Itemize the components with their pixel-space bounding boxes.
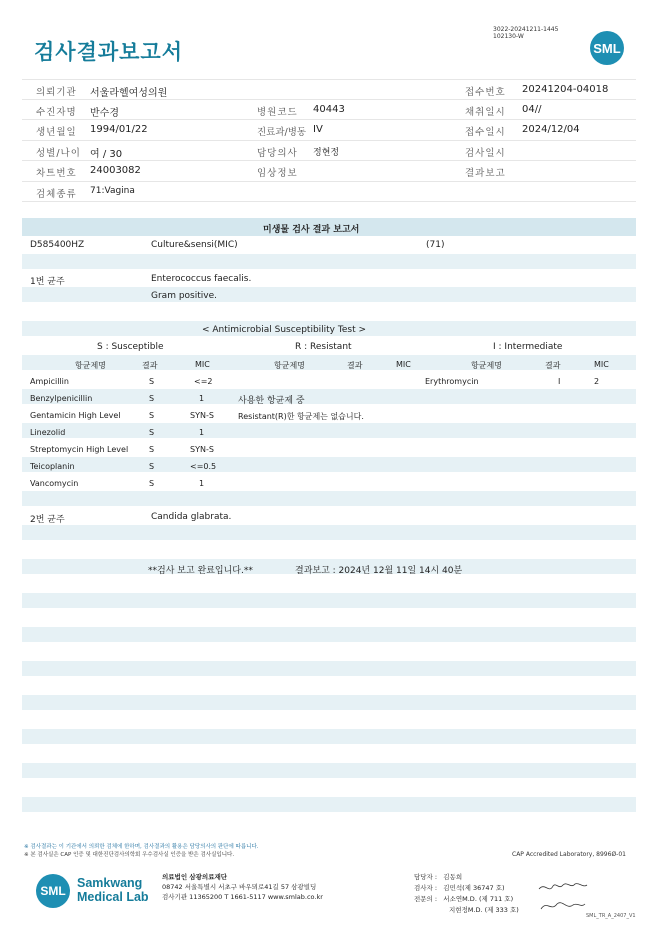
drug-mic: 1 [199,479,205,488]
drug-result: S [149,428,155,437]
birth-label: 생년월일 [36,127,77,138]
test-code: D585400HZ [30,240,85,250]
info-row [22,100,636,121]
report-complete-time: 결과보고 : 2024년 12월 11일 14시 40분 [295,566,463,576]
drug-name: Linezolid [30,428,66,437]
brand-name: Samkwang Medical Lab [77,876,149,904]
test-name: Culture&sensi(MIC) [151,240,238,250]
drug-mic: <=2 [194,377,213,386]
drug-name: Erythromycin [425,377,479,386]
drug-result: I [558,377,561,386]
collect-date-label: 채취일시 [465,106,506,118]
footnote: ※ 검사결과는 이 기관에서 의뢰한 검체에 한하며, 검사결과의 활용은 담당의사의 판단에 따릅니다. ※ 본 검사실은 CAP 인증 및 대한진단검사의학회 우수검사실 인증을 받은 검사실입니다. [24,844,259,858]
col-result: 결과 [347,361,363,370]
hospital-code-label: 병원코드 [257,106,298,118]
col-drug: 항균제명 [75,361,106,370]
staff-info: 담당자 : 김동희 검사자 : 김민석(제 36747 호) 전문의 : 서소연M.D. (제 711 호) 지현정M.D. (제 333 호) [414,873,519,914]
drug-result: S [149,377,155,386]
drug-name: Streptomycin High Level [30,445,129,454]
drug-name: Benzylpenicillin [30,394,93,403]
sex-age-label: 성별/나이 [36,147,81,159]
drug-mic: SYN-S [190,411,214,420]
organism2-label: 2번 균주 [30,515,65,525]
note-line2: Resistant(R)한 항균제는 없습니다. [238,412,364,421]
drug-result: S [149,479,155,488]
ast-title: < Antimicrobial Susceptibility Test > [202,325,366,335]
drug-name: Teicoplanin [30,462,75,471]
col-drug: 항균제명 [471,361,502,370]
institution-label: 의뢰기관 [36,87,77,98]
receipt-no-value: 20241204-04018 [522,84,609,95]
drug-name: Gentamicin High Level [30,411,121,420]
section-title: 미생물 검사 결과 보고서 [263,225,360,235]
doctor-value: 정현정 [313,147,340,158]
document-number: 3022-20241211-1445 102130-W [493,26,559,40]
drug-mic: 1 [199,394,205,403]
sml-logo-icon: SML [590,31,624,65]
signature-icon [537,880,589,916]
receipt-date-value: 2024/12/04 [522,124,580,135]
col-result: 결과 [545,361,561,370]
col-mic: MIC [396,360,411,369]
legend-susceptible: S : Susceptible [97,342,164,352]
drug-name: Vancomycin [30,479,79,488]
drug-mic: 2 [594,377,600,386]
doctor-label: 담당의사 [257,147,298,159]
report-complete: **검사 보고 완료입니다.** [148,566,253,576]
drug-result: S [149,411,155,420]
cap-accreditation: CAP Accredited Laboratory, 8996Ø-01 [512,851,626,858]
chart-label: 차트번호 [36,168,77,179]
receipt-date-label: 접수일시 [465,127,506,138]
patient-info-table [22,79,636,202]
report-label: 결과보고 [465,168,506,179]
dept-value: IV [313,124,323,135]
info-row [22,182,636,203]
drug-result: S [149,445,155,454]
info-row [22,141,636,162]
info-row [22,79,636,100]
organism1-name: Enterococcus faecalis. [151,274,252,284]
chart-value: 24003082 [90,165,141,176]
dept-label: 진료과/병동 [257,127,307,138]
drug-mic: <=0.5 [190,462,217,471]
note-line1: 사용한 항균제 중 [238,396,305,406]
organism1-label: 1번 균주 [30,277,65,287]
sml-logo-icon: SML [36,874,70,908]
hospital-code-value: 40443 [313,103,345,115]
col-mic: MIC [195,360,210,369]
col-result: 결과 [142,361,158,370]
test-date-label: 검사일시 [465,147,506,159]
collect-date-value: 04// [522,103,542,115]
test-number: (71) [426,240,445,250]
info-row [22,161,636,182]
page-title: 검사결과보고서 [34,40,184,64]
col-drug: 항균제명 [274,361,305,370]
birth-value: 1994/01/22 [90,124,148,135]
sex-age-value: 여 / 30 [90,148,123,160]
corporation-info: 의료법인 삼광의료재단 08742 서울특별시 서초구 바우뫼로41길 57 삼광빌딩 검사기관 11365200 T 1661-5117 www.smlab.co.kr [162,873,323,901]
specimen-label: 검체종류 [36,188,77,200]
patient-value: 반수경 [90,107,119,119]
receipt-no-label: 접수번호 [465,87,506,98]
info-row [22,120,636,141]
clinical-label: 임상정보 [257,168,298,179]
specimen-value: 71:Vagina [90,185,135,196]
drug-name: Ampicillin [30,377,69,386]
drug-result: S [149,394,155,403]
col-mic: MIC [594,360,609,369]
drug-mic: SYN-S [190,445,214,454]
institution-value: 서울라헬여성의원 [90,88,168,99]
patient-label: 수진자명 [36,106,77,118]
organism2-name: Candida glabrata. [151,512,232,522]
organism1-gram: Gram positive. [151,291,217,301]
drug-result: S [149,462,155,471]
legend-resistant: R : Resistant [295,342,352,352]
form-code: SML_TR_A_2407_V1 [586,913,636,919]
legend-intermediate: I : Intermediate [493,342,563,352]
drug-mic: 1 [199,428,205,437]
